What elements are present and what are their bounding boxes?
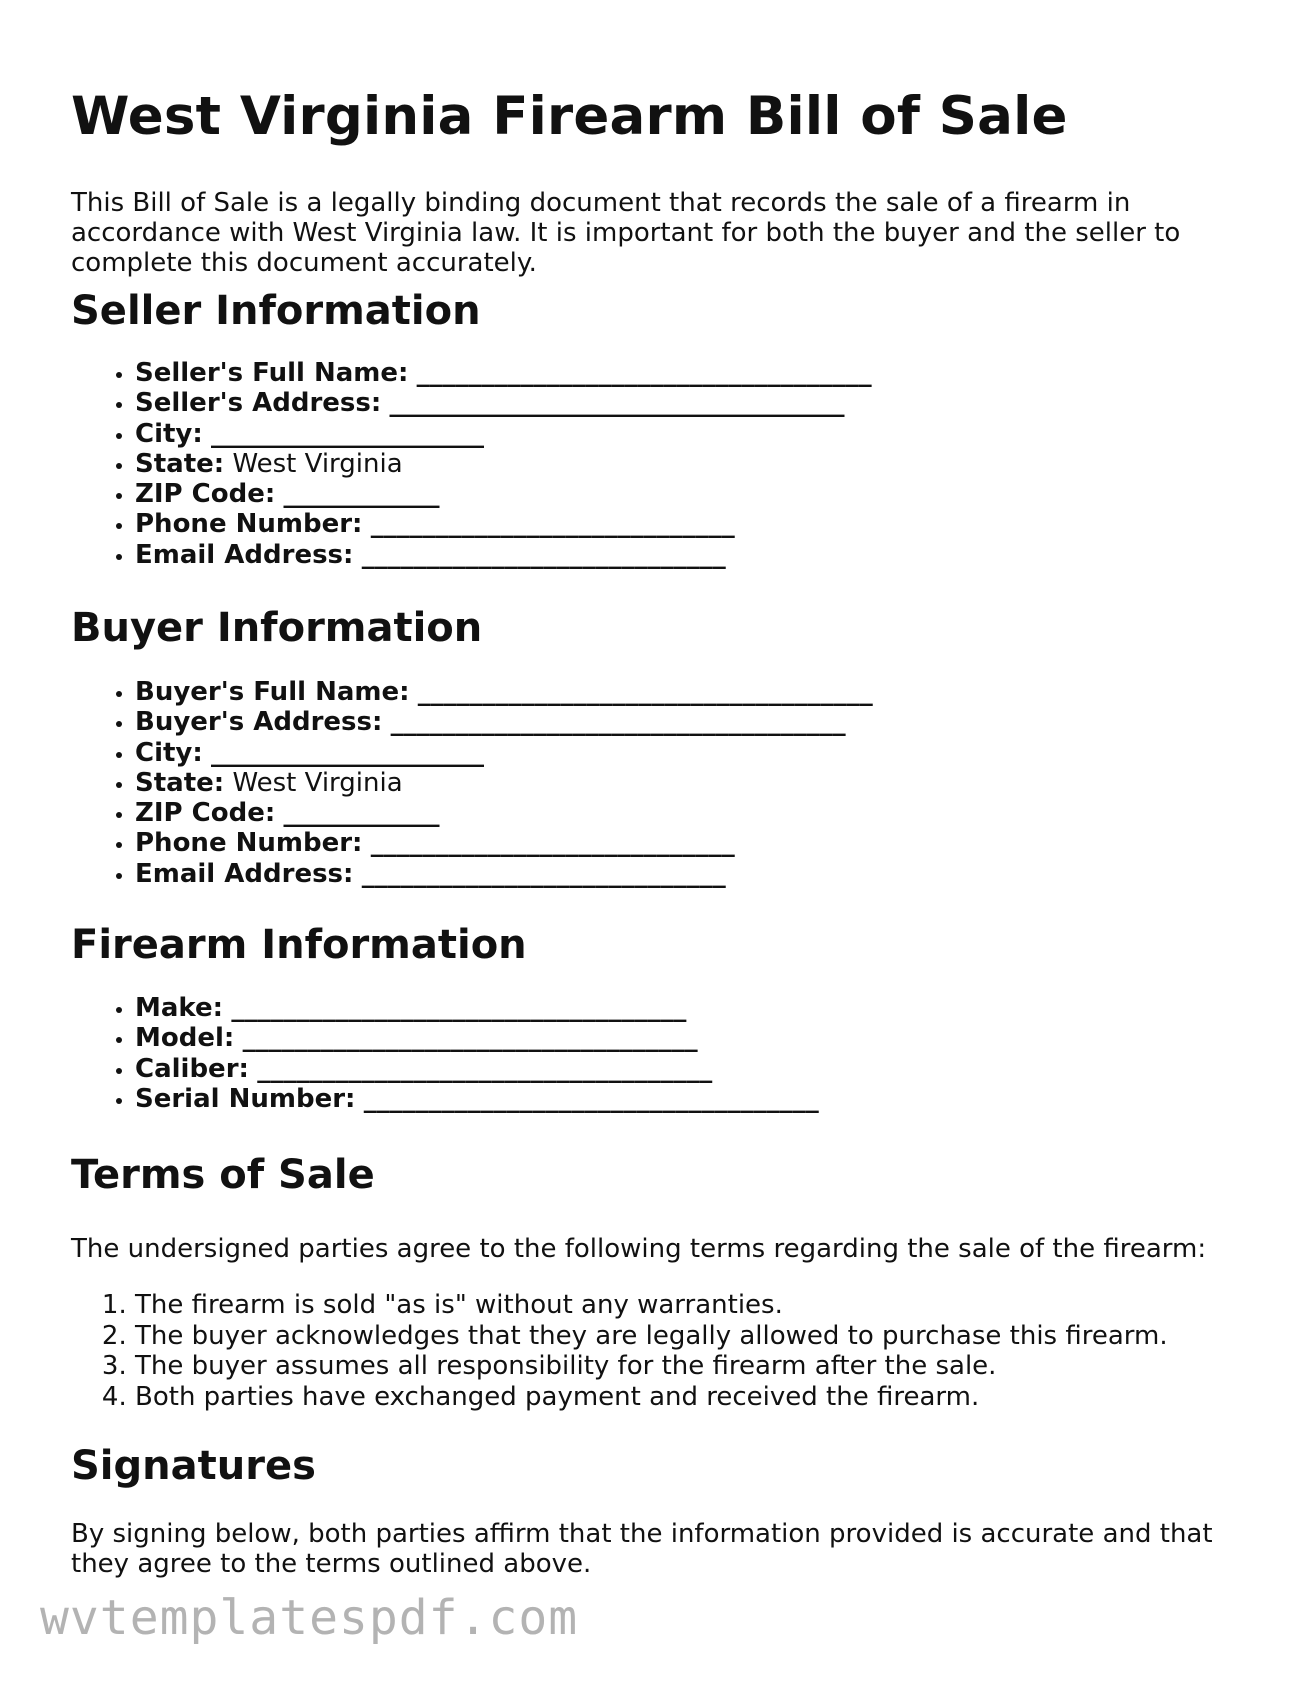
firearm-serial-blank[interactable]: ___________________________________ (363, 1083, 819, 1114)
buyer-heading: Buyer Information (71, 605, 483, 651)
seller-email-field[interactable]: • Email Address: ____________________________ (135, 540, 872, 570)
firearm-make-field[interactable]: • Make: ___________________________________ (135, 993, 819, 1023)
firearm-model-field[interactable]: • Model: ___________________________________ (135, 1023, 819, 1053)
buyer-email-field[interactable]: • Email Address: ____________________________ (135, 859, 873, 889)
seller-address-field[interactable]: • Seller's Address: ___________________________________ (135, 388, 872, 418)
seller-address-blank[interactable]: ___________________________________ (389, 388, 845, 419)
buyer-zip-blank[interactable]: ____________ (283, 798, 440, 829)
seller-city-blank[interactable]: _____________________ (211, 418, 485, 449)
terms-item: 2. The buyer acknowledges that they are legally allowed to purchase this firearm. (135, 1321, 1168, 1352)
buyer-city-blank[interactable]: _____________________ (211, 737, 485, 768)
seller-state-field: • State: West Virginia (135, 449, 872, 479)
seller-city-field[interactable]: • City: _____________________ (135, 419, 872, 449)
firearm-model-blank[interactable]: ___________________________________ (242, 1023, 698, 1054)
signatures-text: By signing below, both parties affirm that the information provided is accurate and that they agree to the terms outlined above. (71, 1519, 1213, 1579)
buyer-city-field[interactable]: • City: _____________________ (135, 738, 873, 768)
buyer-address-field[interactable]: • Buyer's Address: ___________________________________ (135, 707, 873, 737)
firearm-serial-field[interactable]: • Serial Number: ___________________________________ (135, 1084, 819, 1114)
firearm-caliber-field[interactable]: • Caliber: ___________________________________ (135, 1054, 819, 1084)
buyer-full-name-blank[interactable]: ___________________________________ (417, 677, 873, 707)
firearm-make-blank[interactable]: ___________________________________ (231, 993, 687, 1023)
buyer-zip-field[interactable]: • ZIP Code: ____________ (135, 798, 873, 828)
terms-item: 1. The firearm is sold "as is" without any warranties. (135, 1290, 1168, 1321)
seller-state-value: West Virginia (232, 448, 403, 479)
buyer-phone-field[interactable]: • Phone Number: ____________________________ (135, 828, 873, 858)
buyer-phone-blank[interactable]: ____________________________ (370, 828, 735, 859)
buyer-fields-list (71, 677, 873, 889)
seller-heading: Seller Information (71, 288, 481, 334)
buyer-state-value: West Virginia (232, 767, 403, 798)
seller-zip-field[interactable]: • ZIP Code: ____________ (135, 479, 872, 509)
firearm-caliber-blank[interactable]: ___________________________________ (257, 1053, 713, 1084)
seller-phone-blank[interactable]: ____________________________ (370, 509, 735, 540)
buyer-email-blank[interactable]: ____________________________ (361, 858, 726, 889)
buyer-state-field: • State: West Virginia (135, 768, 873, 798)
terms-item: 4. Both parties have exchanged payment and received the firearm. (135, 1382, 1168, 1413)
terms-list (71, 1290, 1168, 1412)
page-title: West Virginia Firearm Bill of Sale (71, 86, 1068, 147)
buyer-full-name-field[interactable]: • Buyer's Full Name: ___________________________________ (135, 677, 873, 707)
terms-heading: Terms of Sale (71, 1152, 375, 1198)
seller-zip-blank[interactable]: ____________ (283, 479, 440, 510)
watermark-text: wvtemplatespdf.com (40, 1590, 579, 1646)
intro-paragraph: This Bill of Sale is a legally binding document that records the sale of a firearm in accordance with West Virginia law. It is important for both the buyer and the seller to complete this document accurately. (71, 188, 1181, 278)
signatures-heading: Signatures (71, 1443, 316, 1489)
firearm-heading: Firearm Information (71, 922, 527, 968)
seller-full-name-field[interactable]: • Seller's Full Name: ___________________________________ (135, 358, 872, 388)
buyer-address-blank[interactable]: ___________________________________ (390, 707, 846, 738)
terms-item: 3. The buyer assumes all responsibility for the firearm after the sale. (135, 1351, 1168, 1382)
terms-intro: The undersigned parties agree to the following terms regarding the sale of the firearm: (71, 1234, 1207, 1264)
seller-full-name-blank[interactable]: ___________________________________ (416, 358, 872, 388)
firearm-fields-list (71, 993, 819, 1114)
seller-fields-list (71, 358, 872, 570)
seller-phone-field[interactable]: • Phone Number: ____________________________ (135, 509, 872, 539)
seller-email-blank[interactable]: ____________________________ (361, 539, 726, 570)
